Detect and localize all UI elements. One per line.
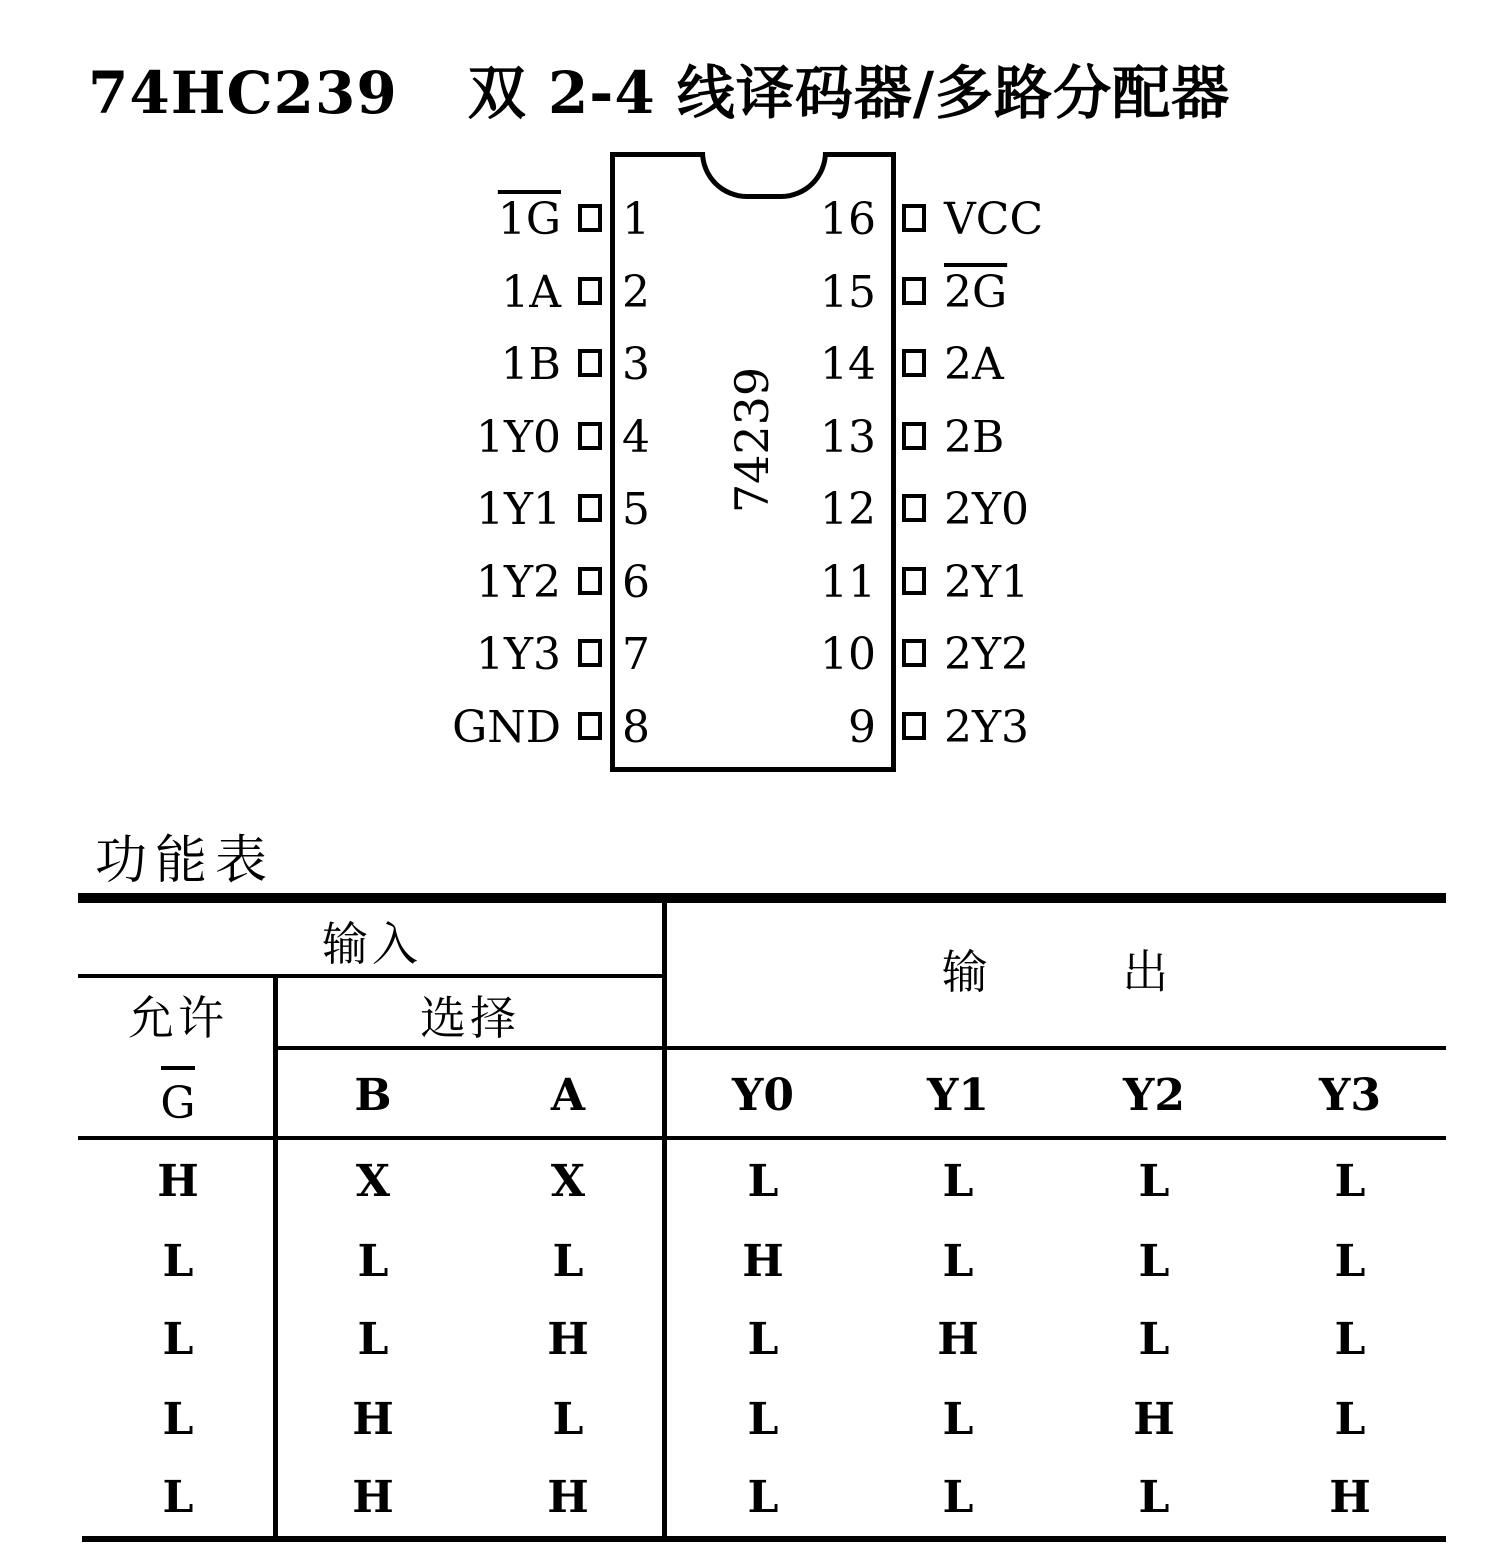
- pin-14-number: 14: [820, 339, 876, 390]
- table-cell: L: [552, 1394, 584, 1445]
- inputs-rule: [78, 974, 666, 978]
- table-cell: L: [747, 1472, 779, 1523]
- table-cell: L: [747, 1314, 779, 1365]
- table-cell: L: [162, 1394, 194, 1445]
- enable-divider: [273, 978, 278, 1538]
- column-header-b: B: [354, 1070, 392, 1121]
- table-cell: L: [552, 1236, 584, 1287]
- pin-10-pad: [902, 639, 926, 667]
- header-enable-symbol: G: [160, 1078, 196, 1129]
- pin-12-name: 2Y0: [944, 484, 1030, 535]
- table-cell: H: [352, 1472, 394, 1523]
- pin-2-number: 2: [622, 266, 650, 318]
- table-cell: H: [547, 1472, 589, 1523]
- pin-5-pad: [578, 494, 602, 522]
- table-cell: L: [1334, 1236, 1366, 1287]
- table-cell: H: [1133, 1394, 1175, 1445]
- table-caption: 功能表: [95, 831, 276, 891]
- pin-9-name: 2Y3: [944, 701, 1030, 753]
- pin-1-number: 1: [622, 194, 650, 245]
- pin-14-pad: [902, 349, 926, 377]
- table-cell: L: [1138, 1472, 1170, 1523]
- table-cell: L: [942, 1236, 974, 1287]
- column-header-y0: Y0: [731, 1070, 795, 1121]
- pin-16-number: 16: [820, 194, 876, 245]
- table-cell: X: [355, 1156, 391, 1207]
- pin-11-name: 2Y1: [944, 556, 1030, 608]
- pin-5-name: 1Y1: [475, 484, 561, 535]
- table-cell: H: [937, 1314, 979, 1365]
- pin-6-pad: [578, 567, 602, 595]
- pin-2-pad: [578, 277, 602, 305]
- pin-13-pad: [902, 422, 926, 450]
- chip-label: 74239: [725, 366, 779, 514]
- table-bottom-rule: [82, 1536, 1446, 1542]
- table-cell: L: [942, 1394, 974, 1445]
- header-inputs: 输入: [322, 917, 422, 971]
- pin-4-pad: [578, 422, 602, 450]
- pin-10-name: 2Y2: [944, 629, 1030, 680]
- table-cell: L: [1138, 1156, 1170, 1207]
- table-cell: L: [1138, 1236, 1170, 1287]
- column-header-y3: Y3: [1318, 1070, 1382, 1121]
- table-cell: L: [357, 1236, 389, 1287]
- header-bottom-rule: [78, 1136, 1446, 1140]
- table-cell: L: [942, 1156, 974, 1207]
- pin-10-number: 10: [820, 629, 876, 680]
- pin-1-name: [497, 194, 561, 245]
- table-cell: L: [357, 1314, 389, 1365]
- pin-3-name: 1B: [500, 339, 561, 390]
- pin-3-pad: [578, 349, 602, 377]
- pin-1-name-text: 1G: [497, 194, 561, 245]
- pin-2-name: 1A: [501, 266, 561, 318]
- pin-16-name: VCC: [944, 194, 1044, 245]
- pin-3-number: 3: [622, 339, 650, 390]
- pin-4-name: 1Y0: [475, 411, 561, 463]
- pin-7-name: 1Y3: [475, 629, 561, 680]
- pin-15-name-text: 2G: [944, 266, 1008, 318]
- pin-9-number: 9: [848, 701, 876, 753]
- table-top-rule: [78, 893, 1446, 903]
- pin-1-pad: [578, 204, 602, 232]
- pin-4-number: 4: [622, 411, 650, 463]
- pin-16-pad: [902, 204, 926, 232]
- pin-5-number: 5: [622, 484, 650, 535]
- table-cell: L: [1334, 1156, 1366, 1207]
- pin-13-name: 2B: [944, 411, 1005, 463]
- io-divider: [662, 903, 667, 1538]
- header-outputs: 输 出: [941, 945, 1229, 999]
- header-enable: 允许: [128, 991, 228, 1045]
- pin-12-number: 12: [820, 484, 876, 535]
- pin-8-name: GND: [452, 701, 561, 753]
- table-cell: L: [1334, 1394, 1366, 1445]
- pin-12-pad: [902, 494, 926, 522]
- table-cell: H: [1329, 1472, 1371, 1523]
- table-cell: H: [742, 1236, 784, 1287]
- pin-13-number: 13: [820, 411, 876, 463]
- pin-8-number: 8: [622, 701, 650, 753]
- part-number: 74HC239: [88, 59, 398, 127]
- table-cell: L: [942, 1472, 974, 1523]
- pin-6-number: 6: [622, 556, 650, 608]
- pin-15-pad: [902, 277, 926, 305]
- table-cell: L: [162, 1236, 194, 1287]
- table-cell: L: [162, 1314, 194, 1365]
- pin-8-pad: [578, 712, 602, 740]
- column-header-y1: Y1: [926, 1070, 990, 1121]
- column-header-y2: Y2: [1122, 1070, 1186, 1121]
- part-description: 双 2-4 线译码器/多路分配器: [467, 59, 1231, 127]
- header-select: 选择: [420, 991, 520, 1045]
- select-rule: [278, 1046, 1446, 1050]
- table-cell: L: [747, 1156, 779, 1207]
- table-cell: H: [547, 1314, 589, 1365]
- table-cell: X: [550, 1156, 586, 1207]
- enable-overbar: [161, 1066, 195, 1070]
- pin-7-pad: [578, 639, 602, 667]
- pin-7-number: 7: [622, 629, 650, 680]
- pin-6-name: 1Y2: [475, 556, 561, 608]
- table-cell: H: [157, 1156, 199, 1207]
- table-cell: H: [352, 1394, 394, 1445]
- pin-15-number: 15: [820, 266, 876, 318]
- pin-11-number: 11: [820, 556, 876, 608]
- column-header-a: A: [550, 1070, 586, 1121]
- table-cell: L: [162, 1472, 194, 1523]
- table-cell: L: [1334, 1314, 1366, 1365]
- page-title: [88, 46, 1230, 130]
- pin-15-name: [944, 266, 1008, 318]
- pin-14-name: 2A: [944, 339, 1004, 390]
- table-cell: L: [747, 1394, 779, 1445]
- table-cell: L: [1138, 1314, 1170, 1365]
- pin-11-pad: [902, 567, 926, 595]
- pin-9-pad: [902, 712, 926, 740]
